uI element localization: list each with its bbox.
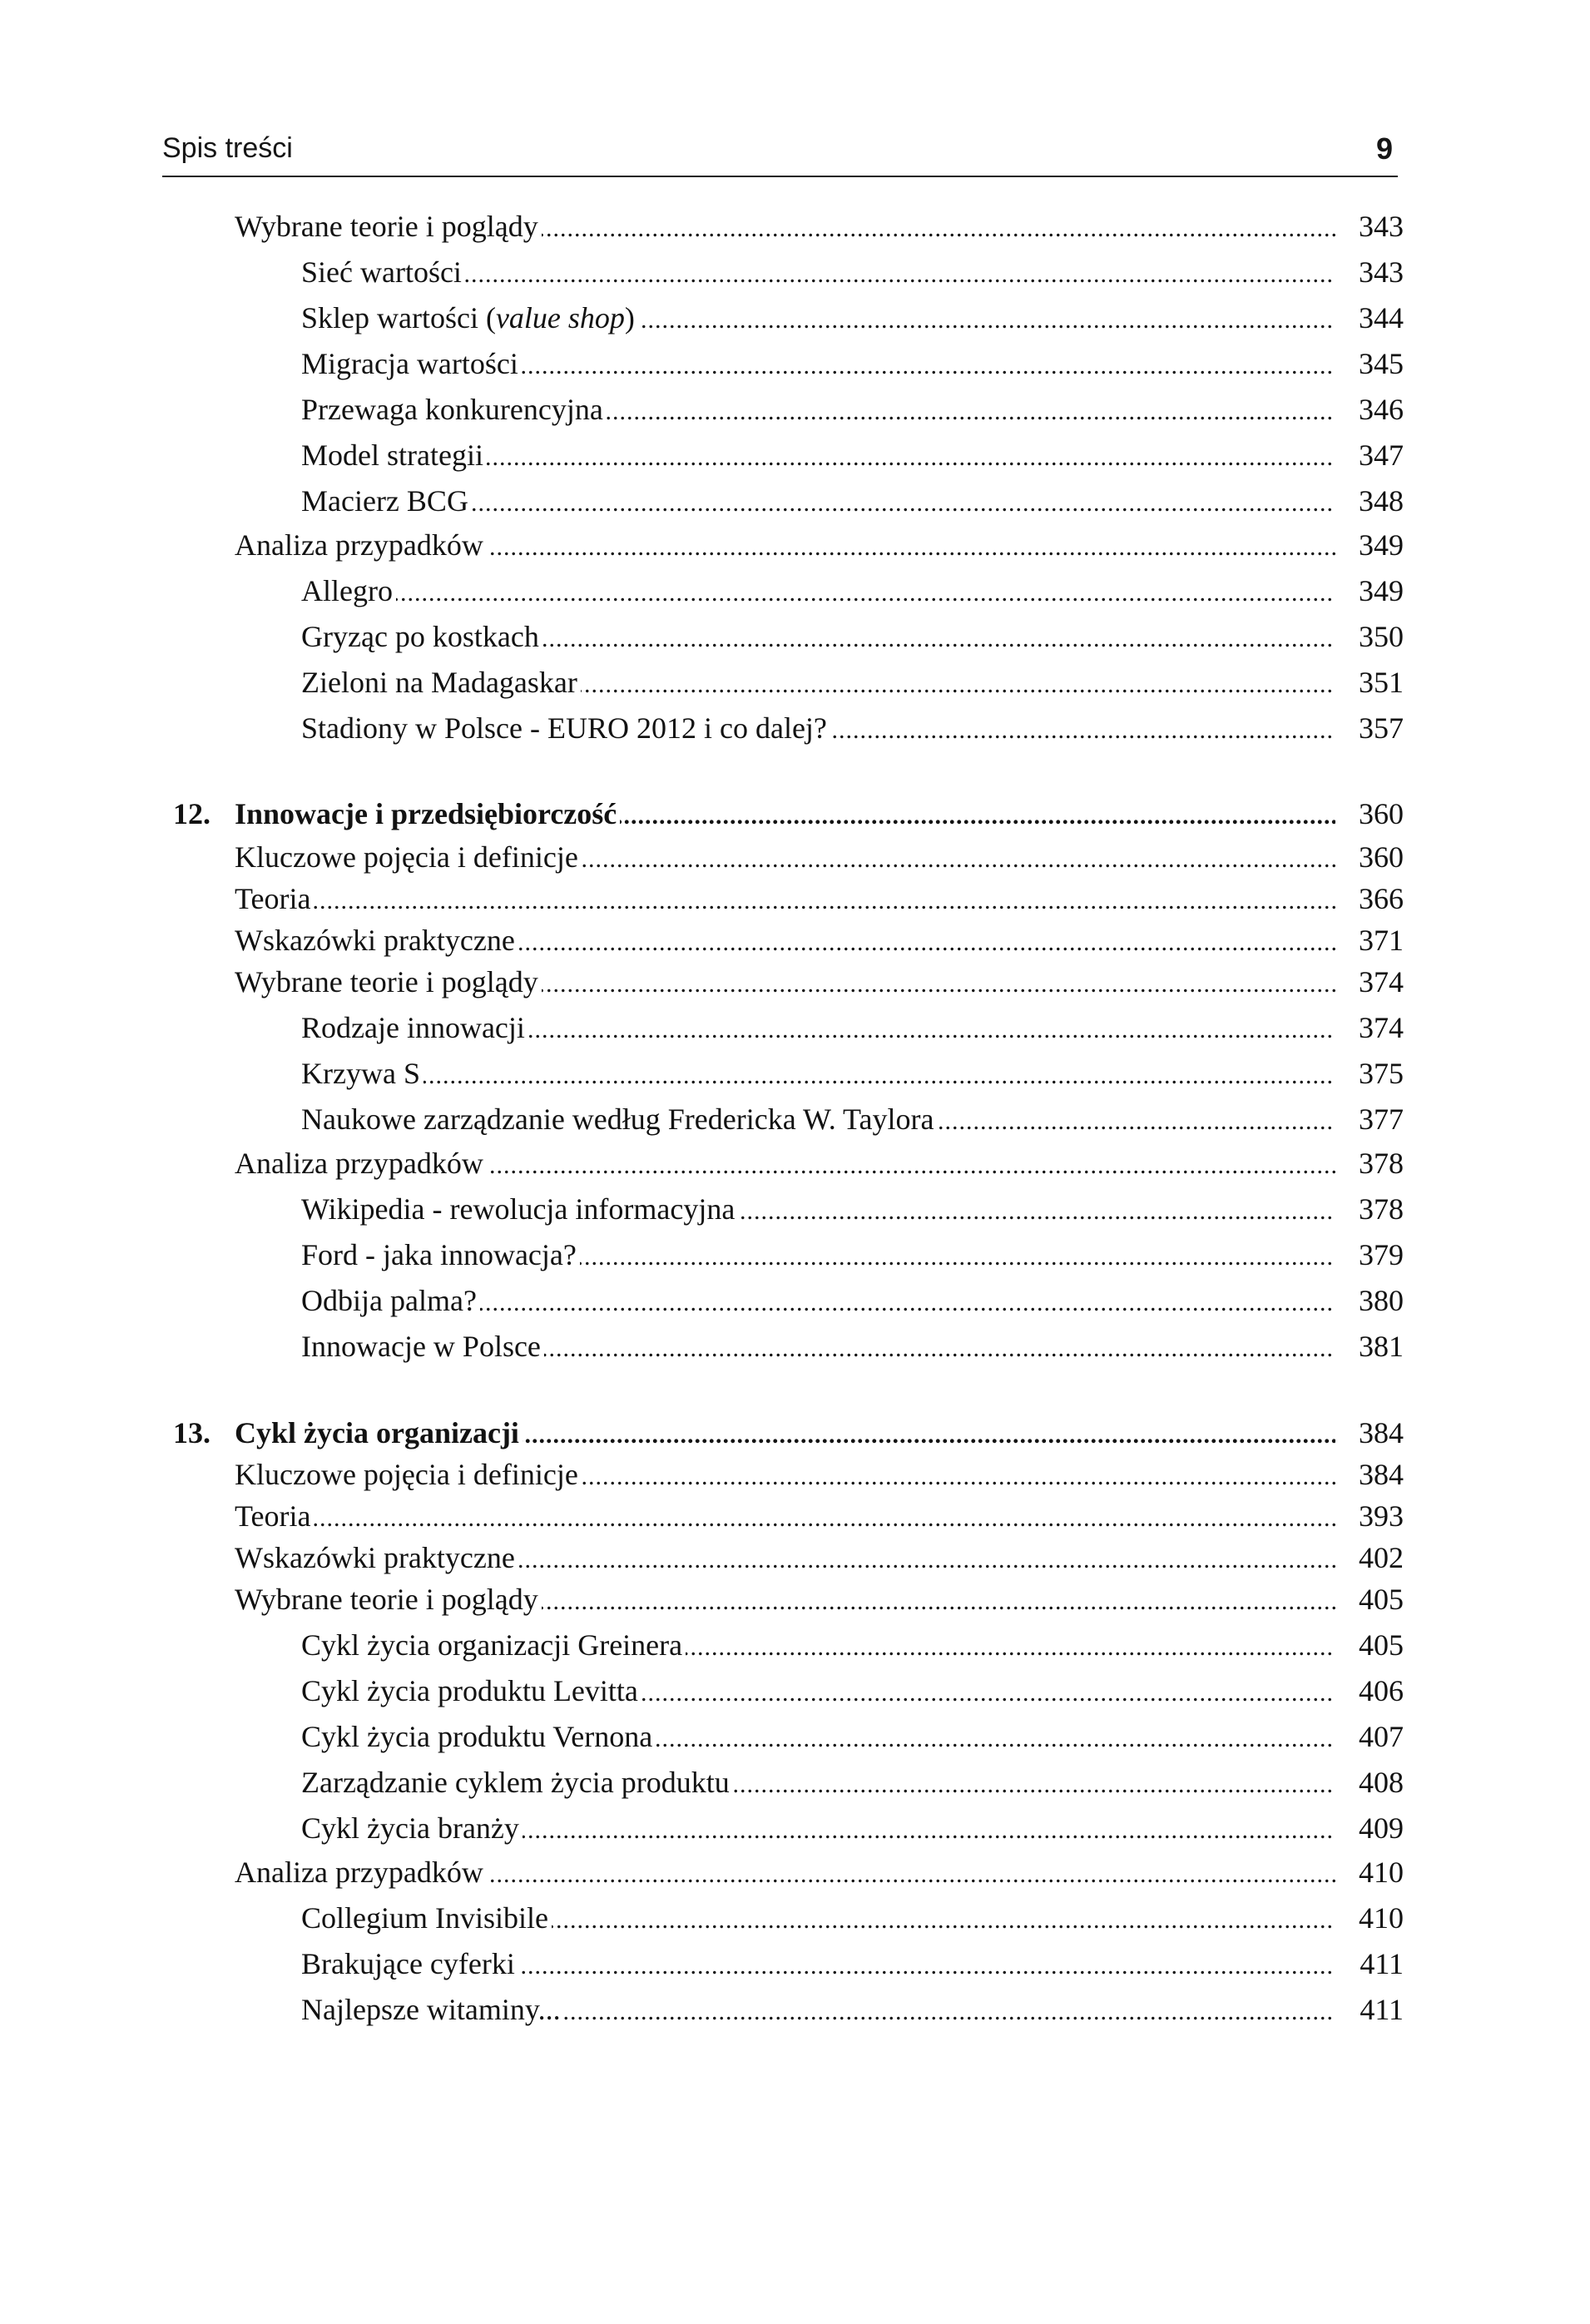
toc-entry bbox=[0, 340, 1590, 387]
toc-page-number: 360 bbox=[1342, 790, 1404, 837]
toc-entry-title: Analiza przypadków bbox=[235, 1849, 487, 1895]
toc-entry bbox=[0, 1277, 1590, 1324]
toc-entry bbox=[0, 1096, 1590, 1142]
toc-entry-title: Cykl życia produktu Levitta bbox=[301, 1667, 641, 1714]
toc-page-number: 402 bbox=[1342, 1534, 1404, 1581]
toc-entry bbox=[0, 1140, 1590, 1187]
toc-entry-title: Innowacje w Polsce bbox=[301, 1323, 544, 1370]
toc-entry bbox=[0, 478, 1590, 524]
toc-entry-title: Wikipedia - rewolucja informacyjna bbox=[301, 1186, 738, 1232]
toc-entry bbox=[0, 1759, 1590, 1806]
toc-entry bbox=[0, 249, 1590, 295]
toc-entry-title: Naukowe zarządzanie według Fredericka W. Taylora bbox=[301, 1096, 937, 1142]
toc-entry bbox=[0, 613, 1590, 660]
toc-entry bbox=[0, 386, 1590, 433]
dot-leader bbox=[235, 875, 1335, 922]
toc-page-number: 343 bbox=[1342, 249, 1404, 295]
toc-page-number: 410 bbox=[1342, 1849, 1404, 1895]
toc-entry bbox=[0, 203, 1590, 250]
toc-entry-title: Cykl życia produktu Vernona bbox=[301, 1713, 656, 1760]
toc-entry bbox=[0, 705, 1590, 751]
toc-entry bbox=[0, 1004, 1590, 1051]
toc-page-number: 344 bbox=[1342, 295, 1404, 341]
toc-entry-title bbox=[301, 295, 638, 341]
toc-page-number: 410 bbox=[1342, 1895, 1404, 1941]
toc-entry-title: Wskazówki praktyczne bbox=[235, 917, 518, 964]
toc-entry-title: Kluczowe pojęcia i definicje bbox=[235, 1451, 582, 1498]
toc-page-number: 371 bbox=[1342, 917, 1404, 964]
toc-page-number: 357 bbox=[1342, 705, 1404, 751]
toc-entry-title: Teoria bbox=[235, 1493, 314, 1539]
toc-page-number: 405 bbox=[1342, 1622, 1404, 1668]
toc-entry-title: Model strategii bbox=[301, 432, 487, 478]
toc-entry-title: Allegro bbox=[301, 567, 396, 614]
toc-entry bbox=[0, 875, 1590, 922]
toc-page-number: 409 bbox=[1342, 1805, 1404, 1851]
dot-leader bbox=[235, 1493, 1335, 1539]
toc-entry-title: Odbija palma? bbox=[301, 1277, 480, 1324]
toc-page-number: 378 bbox=[1342, 1140, 1404, 1187]
toc-entry bbox=[0, 1986, 1590, 2033]
toc-entry-title: Wybrane teorie i poglądy bbox=[235, 1576, 542, 1623]
running-head bbox=[162, 125, 1398, 175]
toc-page-number: 348 bbox=[1342, 478, 1404, 524]
toc-entry-title: Krzywa S bbox=[301, 1050, 424, 1097]
toc-entry-title: Zarządzanie cyklem życia produktu bbox=[301, 1759, 733, 1806]
dot-leader bbox=[301, 1050, 1335, 1097]
toc-chapter-entry bbox=[0, 790, 1590, 837]
toc-page-number: 360 bbox=[1342, 834, 1404, 880]
toc-page-number: 408 bbox=[1342, 1759, 1404, 1806]
toc-page-number: 411 bbox=[1342, 1940, 1404, 1987]
toc-entry bbox=[0, 1622, 1590, 1668]
toc-chapter-entry bbox=[0, 1410, 1590, 1456]
toc-entry bbox=[0, 1534, 1590, 1581]
toc-entry-title: Collegium Invisibile bbox=[301, 1895, 552, 1941]
toc-entry-title: Najlepsze witaminy... bbox=[301, 1986, 564, 2033]
toc-page-number: 384 bbox=[1342, 1451, 1404, 1498]
toc-entry-title: Migracja wartości bbox=[301, 340, 522, 387]
page-number: 9 bbox=[1375, 131, 1393, 166]
toc-entry bbox=[0, 917, 1590, 964]
toc-page-number: 384 bbox=[1342, 1410, 1404, 1456]
toc-entry-title: Analiza przypadków bbox=[235, 1140, 487, 1187]
toc-page-number: 407 bbox=[1342, 1713, 1404, 1760]
toc-entry bbox=[0, 659, 1590, 706]
toc-page-number: 380 bbox=[1342, 1277, 1404, 1324]
toc-entry-title: Cykl życia branży bbox=[301, 1805, 523, 1851]
toc-entry-title: Ford - jaka innowacja? bbox=[301, 1231, 580, 1278]
toc-entry-title: Cykl życia organizacji Greinera bbox=[301, 1622, 686, 1668]
toc-page-number: 375 bbox=[1342, 1050, 1404, 1097]
toc-entry bbox=[0, 567, 1590, 614]
toc-entry bbox=[0, 1493, 1590, 1539]
toc-entry-title: Wybrane teorie i poglądy bbox=[235, 203, 542, 250]
toc-page-number: 343 bbox=[1342, 203, 1404, 250]
toc-page-number: 349 bbox=[1342, 567, 1404, 614]
toc-entry-title: Brakujące cyferki bbox=[301, 1940, 518, 1987]
toc-entry bbox=[0, 432, 1590, 478]
toc-entry-title: Przewaga konkurencyjna bbox=[301, 386, 607, 433]
toc-page-number: 381 bbox=[1342, 1323, 1404, 1370]
toc-page-number: 346 bbox=[1342, 386, 1404, 433]
toc-entry bbox=[0, 1667, 1590, 1714]
toc-entry bbox=[0, 1576, 1590, 1623]
toc-entry bbox=[0, 1895, 1590, 1941]
toc-entry-title: Cykl życia organizacji bbox=[235, 1410, 523, 1456]
toc-page-number: 374 bbox=[1342, 959, 1404, 1005]
toc-entry-title: Analiza przypadków bbox=[235, 522, 487, 568]
chapter-number: 13. bbox=[173, 1416, 211, 1449]
title-part: Sklep wartości ( bbox=[301, 301, 496, 334]
toc-entry bbox=[0, 1050, 1590, 1097]
toc-entry bbox=[0, 522, 1590, 568]
toc-entry-title: Wybrane teorie i poglądy bbox=[235, 959, 542, 1005]
toc-page-number: 393 bbox=[1342, 1493, 1404, 1539]
toc-page-number: 351 bbox=[1342, 659, 1404, 706]
toc-entry-title: Rodzaje innowacji bbox=[301, 1004, 528, 1051]
title-italic-part: value shop bbox=[495, 301, 625, 334]
toc-entry-title: Stadiony w Polsce - EURO 2012 i co dalej? bbox=[301, 705, 830, 751]
toc-entry-title: Gryząc po kostkach bbox=[301, 613, 542, 660]
toc-entry bbox=[0, 959, 1590, 1005]
toc-entry-title: Wskazówki praktyczne bbox=[235, 1534, 518, 1581]
toc-page-number: 347 bbox=[1342, 432, 1404, 478]
toc-entry bbox=[0, 1323, 1590, 1370]
toc-page-number: 406 bbox=[1342, 1667, 1404, 1714]
chapter-number: 12. bbox=[173, 797, 211, 830]
toc-page-number: 379 bbox=[1342, 1231, 1404, 1278]
toc-entry-title: Innowacje i przedsiębiorczość bbox=[235, 790, 620, 837]
toc-entry bbox=[0, 834, 1590, 880]
toc-page-number: 374 bbox=[1342, 1004, 1404, 1051]
toc-entry-title: Zieloni na Madagaskar bbox=[301, 659, 581, 706]
toc-entry-title: Macierz BCG bbox=[301, 478, 472, 524]
toc-page-number: 405 bbox=[1342, 1576, 1404, 1623]
toc-entry bbox=[0, 1231, 1590, 1278]
toc-entry bbox=[0, 1713, 1590, 1760]
header-rule bbox=[162, 176, 1398, 177]
toc-page-number: 349 bbox=[1342, 522, 1404, 568]
title-part: ) bbox=[624, 301, 635, 334]
toc-entry-title: Sieć wartości bbox=[301, 249, 465, 295]
dot-leader bbox=[301, 567, 1335, 614]
toc-page-number: 377 bbox=[1342, 1096, 1404, 1142]
toc-entry bbox=[0, 1805, 1590, 1851]
running-head-title: Spis treści bbox=[162, 132, 293, 164]
toc-entry bbox=[0, 295, 1590, 341]
toc-entry bbox=[0, 1849, 1590, 1895]
toc-entry-title: Kluczowe pojęcia i definicje bbox=[235, 834, 582, 880]
toc-entry bbox=[0, 1186, 1590, 1232]
toc-entry bbox=[0, 1940, 1590, 1987]
toc-page-number: 350 bbox=[1342, 613, 1404, 660]
toc-entry-title: Teoria bbox=[235, 875, 314, 922]
toc-entry bbox=[0, 1451, 1590, 1498]
toc-page-number: 411 bbox=[1342, 1986, 1404, 2033]
toc-page-number: 345 bbox=[1342, 340, 1404, 387]
toc-page-number: 366 bbox=[1342, 875, 1404, 922]
toc-page-number: 378 bbox=[1342, 1186, 1404, 1232]
